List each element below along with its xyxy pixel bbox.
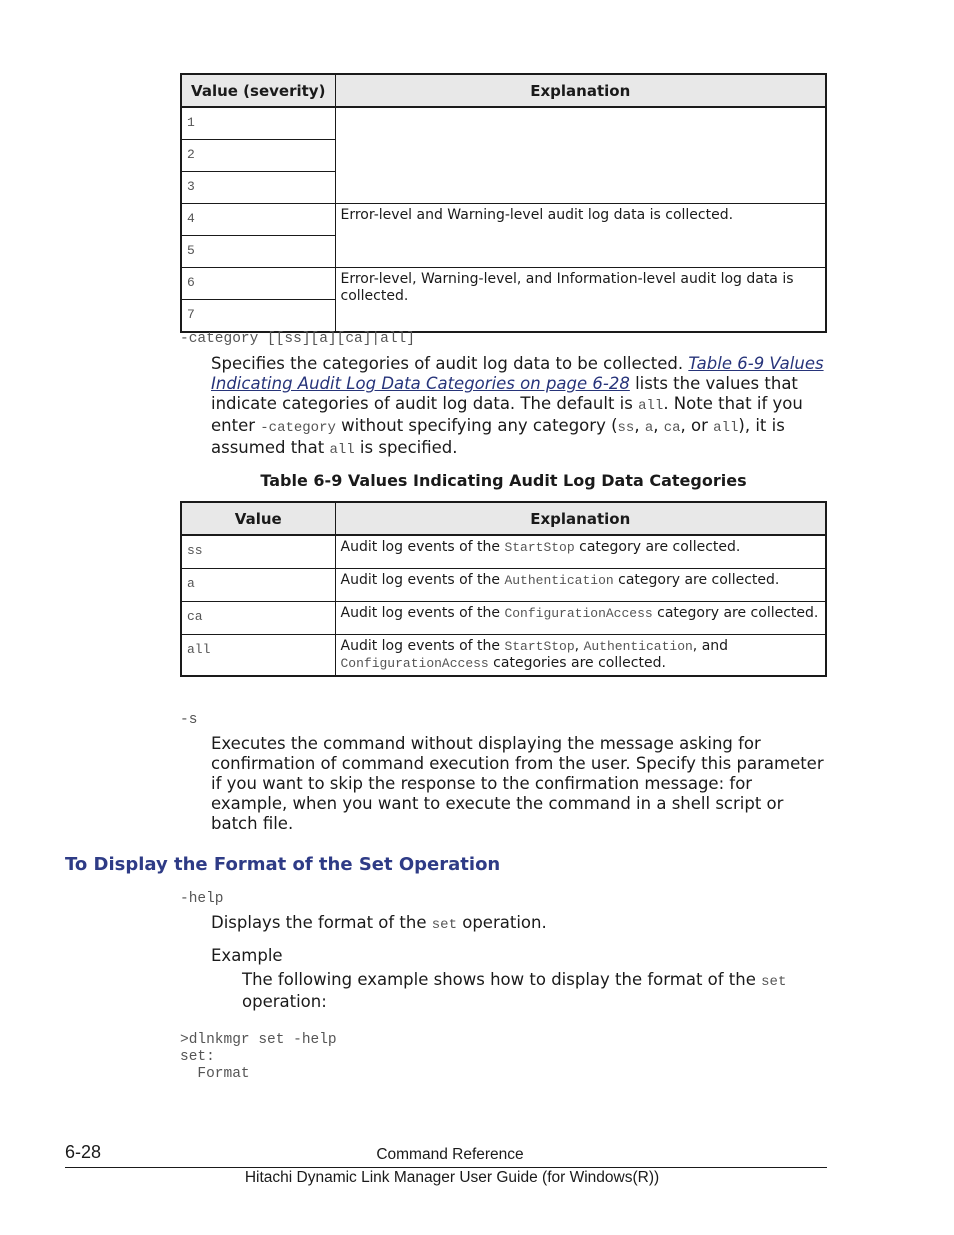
severity-explanation-1-3	[335, 107, 826, 204]
severity-value-1: 1	[181, 107, 335, 140]
severity-value-2: 2	[181, 140, 335, 172]
category-value: ca	[181, 602, 335, 635]
code-line: set:	[180, 1049, 215, 1065]
header-value-severity: Value (severity)	[181, 74, 335, 107]
example-label: Example	[211, 946, 283, 965]
s-description: Executes the command without displaying the message asking for confirmation of command execution from the user. Specify this parameter if you want to skip the response to the confirmation message: for example, when you want to execute the command in a shell script or batch file.	[211, 734, 824, 833]
severity-table	[180, 73, 827, 333]
header-value: Value	[181, 502, 335, 535]
severity-explanation-4-5: Error-level and Warning-level audit log data is collected.	[335, 204, 826, 268]
severity-value-4: 4	[181, 204, 335, 236]
severity-value-3: 3	[181, 172, 335, 204]
category-explanation: Audit log events of the Authentication category are collected.	[335, 569, 826, 602]
footer-chapter: Command Reference	[376, 1146, 524, 1163]
code-line: >dlnkmgr set -help	[180, 1032, 337, 1048]
header-explanation: Explanation	[335, 74, 826, 107]
code-line: Format	[180, 1066, 250, 1082]
table-row	[181, 569, 826, 602]
category-explanation: Audit log events of the StartStop, Authentication, and ConfigurationAccess categories are collected.	[335, 635, 826, 677]
category-table	[180, 501, 827, 677]
category-value: a	[181, 569, 335, 602]
s-syntax: -s	[180, 712, 198, 728]
category-explanation: Audit log events of the StartStop category are collected.	[335, 535, 826, 569]
table-row	[181, 602, 826, 635]
severity-value-6: 6	[181, 268, 335, 300]
page-number: 6-28	[65, 1142, 102, 1162]
severity-value-5: 5	[181, 236, 335, 268]
severity-explanation-6-7: Error-level, Warning-level, and Information-level audit log data is collected.	[335, 268, 826, 333]
help-description: Displays the format of the set operation.	[211, 913, 547, 933]
footer-book-title: Hitachi Dynamic Link Manager User Guide (for Windows(R))	[244, 1169, 660, 1186]
category-value: all	[181, 635, 335, 677]
category-explanation: Audit log events of the ConfigurationAccess category are collected.	[335, 602, 826, 635]
table-6-9-link[interactable]: Table 6-9 Values Indicating Audit Log Data Categories on page 6-28	[211, 354, 824, 393]
example-description: The following example shows how to display the format of the set operation:	[242, 970, 787, 1011]
help-syntax: -help	[180, 891, 224, 907]
category-syntax: -category [[ss][a][ca]|all]	[180, 331, 415, 347]
section-heading: To Display the Format of the Set Operation	[65, 854, 501, 875]
category-description: Specifies the categories of audit log data to be collected. Table 6-9 Values Indicating Audit Log Data Categories on page 6-28 lists the values that indicate categories of audit log data. The default is all. Note that if you enter -category without specifying any category (ss, a, ca, or all), it is assumed that all is specified.	[211, 354, 824, 458]
category-value: ss	[181, 535, 335, 569]
footer-divider	[65, 1167, 827, 1168]
table-row	[181, 535, 826, 569]
header-explanation: Explanation	[335, 502, 826, 535]
table-row	[181, 635, 826, 677]
table-6-9-caption: Table 6-9 Values Indicating Audit Log Data Categories	[260, 471, 747, 490]
severity-value-7: 7	[181, 300, 335, 333]
